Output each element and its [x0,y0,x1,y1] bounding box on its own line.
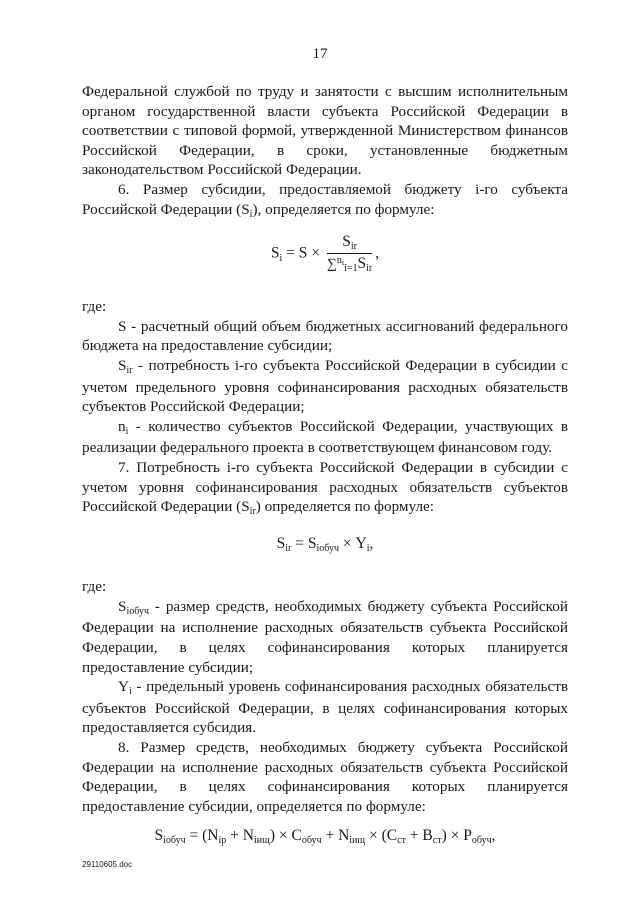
def-S: S - расчетный общий объем бюджетных ассигнований федерального бюджета на предоставление субсидии; [82,317,568,355]
p6-text-b: ), определяется по формуле: [252,200,435,218]
f1-numerator [327,233,372,254]
where-label-1: где: [82,298,107,316]
f2-lhs-sub: ir [285,542,292,554]
f2-times: × Y [339,534,367,552]
paragraph-6 [82,180,568,221]
def-yi-text: - предельный уровень софинансирования расходных обязательств субъектов Российской Федерации, в целях софинансирования которых предоставляется субсидия. [82,678,568,737]
def-Siobuch [82,597,568,677]
f1-sup: n [336,255,342,267]
body-text [82,82,568,848]
f3-lhs-sub: iобуч [163,835,186,847]
f1-sup-sub: i [341,258,345,268]
def-ni-sym: n [118,417,126,435]
f3-t6: + B [405,827,433,845]
f2-mid-sub: iобуч [316,542,340,554]
f3-t4: + N [321,827,350,845]
file-name-footer: 29110605.doc [82,860,133,869]
p7-sub: ir [249,506,256,518]
f1-num: S [342,233,351,251]
def-sir-text: - потребность i-го субъекта Российской Федерации в субсидии с учетом предельного уровня софинансирования расходных обязательств субъектов Российской Федерации; [82,356,568,416]
where-label-2: где: [82,578,107,596]
paragraph-7 [82,458,568,519]
f2-lhs: S [276,534,286,552]
f3-t1-sub: ip [218,835,227,847]
f1-lhs-sub: i [279,252,283,264]
f1-denominator [327,254,372,275]
f1-lhs: S [270,244,280,262]
formula-siobuch [82,826,568,848]
paragraph-8: 8. Размер средств, необходимых бюджету субъекта Российской Федерации на исполнение расходных обязательств субъекта Российской Федерации, в целях софинансирования которых планируется предоставление субсидии, определяется по формуле: [82,739,568,815]
p6-text-a: 6. Размер субсидии, предоставляемой бюджету i-го субъекта Российской Федерации (S [82,180,568,218]
sum-sign: ∑ [326,257,337,273]
f3-t3-sub: обуч [301,835,322,847]
f2-y-sub: i [366,542,370,554]
f1-den-s: S [357,255,367,273]
f2-eq: = S [291,534,317,552]
p7-text-b: ) определяется по формуле: [255,498,435,516]
f2-end: , [369,534,374,552]
f3-t6-sub: ст [432,835,442,847]
f3-t7-sub: обуч [471,835,492,847]
def-ni-sub: i [125,425,129,437]
def-siob-sub: iобуч [126,605,149,617]
f3-t4-sub: iищ [349,835,366,847]
f1-end: , [375,244,380,262]
def-yi-sym: Y [118,678,129,696]
f3-t7: ) × P [441,827,472,845]
f3-end: , [491,827,496,845]
p7-text-a: 7. Потребность i-го субъекта Российской Федерации в субсидии с учетом уровня софинансирования расходных обязательств субъектов Российской Федерации (S [82,458,568,516]
formula-si [82,233,568,275]
formula-sir [82,534,568,556]
f3-t5-sub: ст [397,835,406,847]
def-sir-sym: S [118,356,127,374]
paragraph-intro: Федеральной службой по труду и занятости с высшим исполнительным органом государственной власти субъекта Российской Федерации в соответствии с типовой формой, утвержденной Министерством финансов Российской Федерации, в сроки, установленные бюджетным законодательством Российской Федерации. [82,83,568,179]
f1-fraction [327,233,372,275]
p6-sub: i [249,208,253,220]
f1-eq: = S × [282,244,324,262]
def-Yi [82,677,568,738]
def-siob-text: - размер средств, необходимых бюджету субъекта Российской Федерации на исполнение расходных обязательств субъекта Российской Федерации, в целях софинансирования которых планируется предоставление субсидии; [82,597,568,676]
def-sir-sub: ir [126,364,133,376]
def-Sir [82,356,568,417]
f3-t3: ) × C [269,827,302,845]
f3-t5: × (C [365,827,398,845]
f1-den-sub: i=1 [344,263,358,275]
f3-t2: + N [226,827,254,845]
def-ni [82,417,568,458]
f1-den-s-sub: ir [366,263,373,275]
def-siob-sym: S [118,597,127,615]
def-ni-text: - количество субъектов Российской Федерации, участвующих в реализации федерального проекта в соответствующем финансовом году. [82,417,568,457]
f1-num-sub: ir [350,241,357,253]
f3-t1: = (N [185,827,219,845]
def-yi-sub: i [128,686,132,698]
f3-t2-sub: iищ [253,835,270,847]
page-number: 17 [312,46,328,62]
f3-lhs: S [154,827,164,845]
